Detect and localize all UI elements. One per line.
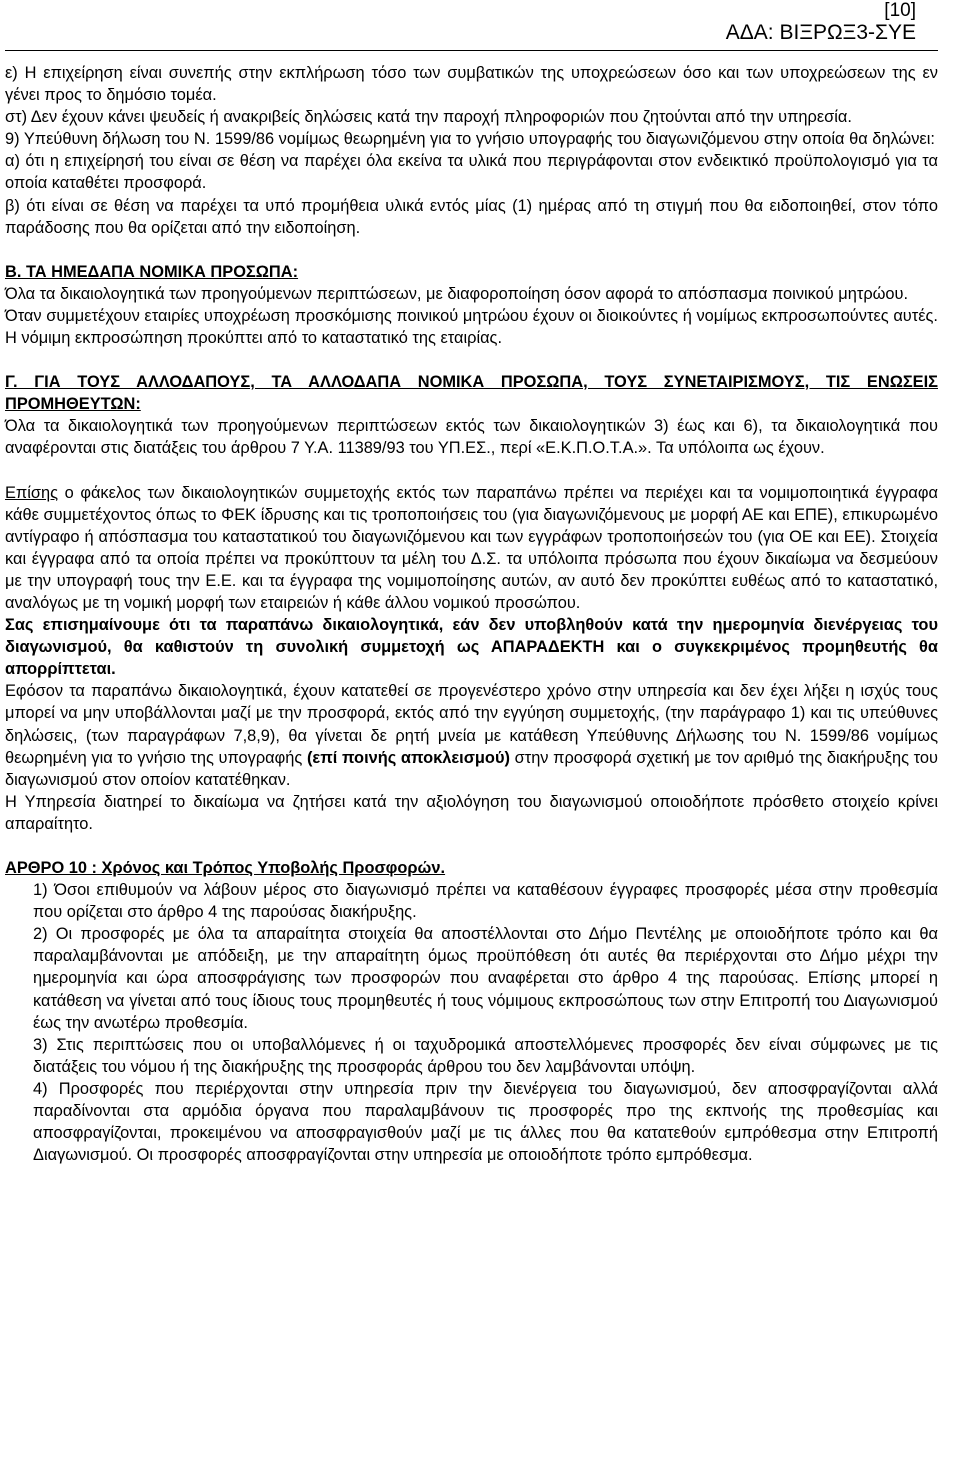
section-c-paragraph-1: Όλα τα δικαιολογητικά των προηγούμενων περιπτώσεων εκτός των δικαιολογητικών 3) έως και 6), τα δικαιολογητικά που αναφέρονται στις διατάξεις του άρθρου 7 Υ.Α. 11389/93 του ΥΠ.ΕΣ., περί «Ε.Κ.Π.Ο.Τ.Α.». Τα υπόλοιπα ως έχουν. — [5, 417, 938, 458]
paragraph-9: 9) Υπεύθυνη δήλωση του Ν. 1599/86 νομίμως θεωρημένη για το γνήσιο υπογραφής του διαγωνιζόμενου στην οποία θα δηλώνει: — [5, 130, 935, 149]
submitted-bold: (επί ποινής αποκλεισμού) — [306, 748, 510, 767]
article-10-heading: ΑΡΘΡΟ 10 : Χρόνος και Τρόπος Υποβολής Προσφορών. — [5, 859, 446, 877]
section-b-paragraph-2: Όταν συμμετέχουν εταιρίες υποχρέωση προσκόμισης ποινικού μητρώου έχουν οι διοικούντες ή νομίμως εκπροσωπούντες αυτές. Η νόμιμη εκπροσώπηση προκύπτει από το καταστατικό της εταιρίας. — [5, 306, 938, 348]
submitted-text-1: Εφόσον τα παραπάνω δικαιολογητικά, έχουν κατατεθεί σε προγενέστερο χρόνο στην υπηρεσία και δεν έχει λήξει η ισχύς τους μπορεί να μην υποβάλλονται μαζί με την προσφορά, εκτός από την εγγύηση συμμετοχής, (την παράγραφο 1) και τις υπεύθυνες δηλώσεις, (των παραγράφων 7,8,9), θα γίνεται δε ρητή μνεία με κατάθεση Υπεύθυνης Δήλωσης του Ν. 1599/86 νομίμως θεωρημένη για το γνήσιο της υπογραφής — [5, 682, 938, 767]
paragraph-e: ε) Η επιχείρηση είναι συνεπής στην εκπλήρωση τόσο των συμβατικών της υποχρεώσεων όσο και των υποχρεώσεων της εν γένει προς το δημόσιο τομέα. — [5, 64, 938, 105]
right-to-request-paragraph: Η Υπηρεσία διατηρεί το δικαίωμα να ζητήσει κατά την αξιολόγηση του διαγωνισμού οποιοδήποτε πρόσθετο στοιχείο κρίνει απαραίτητο. — [5, 792, 938, 833]
section-b-heading: Β. ΤΑ ΗΜΕΔΑΠΑ ΝΟΜΙΚΑ ΠΡΟΣΩΠΑ: — [5, 262, 299, 281]
article-10-item-3: 3) Στις περιπτώσεις που οι υποβαλλόμενες ή οι ταχυδρομικά αποστελλόμενες προσφορές δεν είναι σύμφωνες με τις διατάξεις του νόμου ή της διακήρυξης της προσφοράς άρθρου του δεν λαμβάνονται υπόψη. — [33, 1035, 938, 1076]
header-divider — [5, 50, 938, 51]
paragraph-st: στ) Δεν έχουν κάνει ψευδείς ή ανακριβείς δηλώσεις κατά την παροχή πληροφοριών που ζητούνται από την υπηρεσία. — [5, 108, 852, 127]
document-body — [5, 48, 938, 1166]
also-text: ο φάκελος των δικαιολογητικών συμμετοχής εκτός των παραπάνω πρέπει να περιέχει και τα νομιμοποιητικά έγγραφα κάθε συμμετέχοντος όπως το ΦΕΚ ίδρυσης και τις τροποποιήσεις του (για διαγωνιζόμενους με μορφή ΑΕ και ΕΠΕ), επικυρωμένο αντίγραφο ή απόσπασμα του καταστατικού του διαγωνιζόμενου και των εγγράφων τροποποιήσεών του (για ΟΕ και ΕΕ). Στοιχεία και έγγραφα από τα οποία πρέπει να προκύπτουν τα μέλη του Δ.Σ. τα υπόλοιπα πρόσωπα που έχουν δικαίωμα να δεσμεύουν με την υπογραφή τους την Ε.Ε. και τα έγγραφα της νομιμοποίησης αυτών, αν αυτό δεν προκύπτει ευθέως από το καταστατικό, αναλόγως με τη νομική μορφή των εταιρειών ή κάθε άλλου νομικού προσώπου. — [5, 483, 938, 612]
paragraph-9a: α) ότι η επιχείρησή του είναι σε θέση να παρέχει όλα εκείνα τα υλικά που περιγράφονται στον ενδεικτικό προϋπολογισμό για τα οποία καταθέτει προσφορά. — [5, 152, 938, 193]
warning-paragraph: Σας επισημαίνουμε ότι τα παραπάνω δικαιολογητικά, εάν δεν υποβληθούν κατά την ημερομηνία διενέργειας του διαγωνισμού, θα καθιστούν τη συνολική συμμετοχή ως ΑΠΑΡΑΔΕΚΤΗ και ο συγκεκριμένος προμηθευτής θα απορρίπτεται. — [5, 616, 938, 679]
article-10-item-2: 2) Οι προσφορές με όλα τα απαραίτητα στοιχεία θα αποστέλλονται στο Δήμο Πεντέλης με οποιοδήποτε τρόπο και θα παραλαμβάνονται με απόδειξη, με την απαραίτητη όμως προϋπόθεση ότι αυτές θα περιέρχονται στο Δήμο μέχρι την ημερομηνία και ώρα αποσφράγισης των προσφορών που αναφέρεται στο άρθρο 4 της παρούσας. Επίσης μπορεί η κατάθεση να γίνεται από τους ίδιους τους προμηθευτές ή τους νόμιμους εκπροσώπους των στην Επιτροπή του Διαγωνισμού έως την ανωτέρω προθεσμία. — [33, 925, 938, 1032]
paragraph-9b: β) ότι είναι σε θέση να παρέχει τα υπό προμήθεια υλικά εντός μίας (1) ημέρας από τη στιγμή που θα ειδοποιηθεί, στον τόπο παράδοσης που θα ορίζεται από την ειδοποίηση. — [5, 196, 938, 237]
article-10-item-4: 4) Προσφορές που περιέρχονται στην υπηρεσία πριν την διενέργεια του διαγωνισμού, δεν αποσφραγίζονται αλλά παραδίνονται στα αρμόδια όργανα που παραλαμβάνουν τις προσφορές προ της εκπνοής της προθεσμίας και αποσφραγίζονται, προκειμένου να αποσφραγισθούν μαζί με τις άλλες που θα κατατεθούν εμπρόθεσμα στην Επιτροπή Διαγωνισμού. Οι προσφορές αποσφραγίζονται στην υπηρεσία με οποιοδήποτε τρόπο εμπρόθεσμα. — [33, 1079, 938, 1165]
also-paragraph — [5, 482, 938, 615]
spacer — [5, 835, 938, 857]
section-c-heading: Γ. ΓΙΑ ΤΟΥΣ ΑΛΛΟΔΑΠΟΥΣ, ΤΑ ΑΛΛΟΔΑΠΑ ΝΟΜΙΚΑ ΠΡΟΣΩΠΑ, ΤΟΥΣ ΣΥΝΕΤΑΙΡΙΣΜΟΥΣ, ΤΙΣ ΕΝΩΣΕΙΣ ΠΡΟΜΗΘΕΥΤΩΝ: — [5, 373, 938, 414]
section-b-paragraph-1: Όλα τα δικαιολογητικά των προηγούμενων περιπτώσεων, με διαφοροποίηση όσον αφορά το απόσπασμα ποινικού μητρώου. — [5, 284, 909, 303]
submitted-text-2: στην προσφορά σχετική με τον αριθμό της διακήρυξης του διαγωνισμού στον οποίον κατατέθηκαν. — [5, 748, 938, 789]
spacer — [5, 239, 938, 261]
also-lead: Επίσης — [5, 483, 59, 502]
submitted-paragraph — [5, 680, 938, 790]
spacer — [5, 460, 938, 482]
article-10-item-1: 1) Όσοι επιθυμούν να λάβουν μέρος στο διαγωνισμό πρέπει να καταθέσουν έγγραφες προσφορές μέσα στην προθεσμία που ορίζεται στο άρθρο 4 της παρούσας διακήρυξης. — [33, 881, 938, 922]
page-number: [10] — [884, 0, 916, 21]
spacer — [5, 349, 938, 371]
ada-code: ΑΔΑ: ΒΙΞΡΩΞ3-ΣΥΕ — [725, 21, 916, 44]
page-header — [5, 0, 938, 48]
